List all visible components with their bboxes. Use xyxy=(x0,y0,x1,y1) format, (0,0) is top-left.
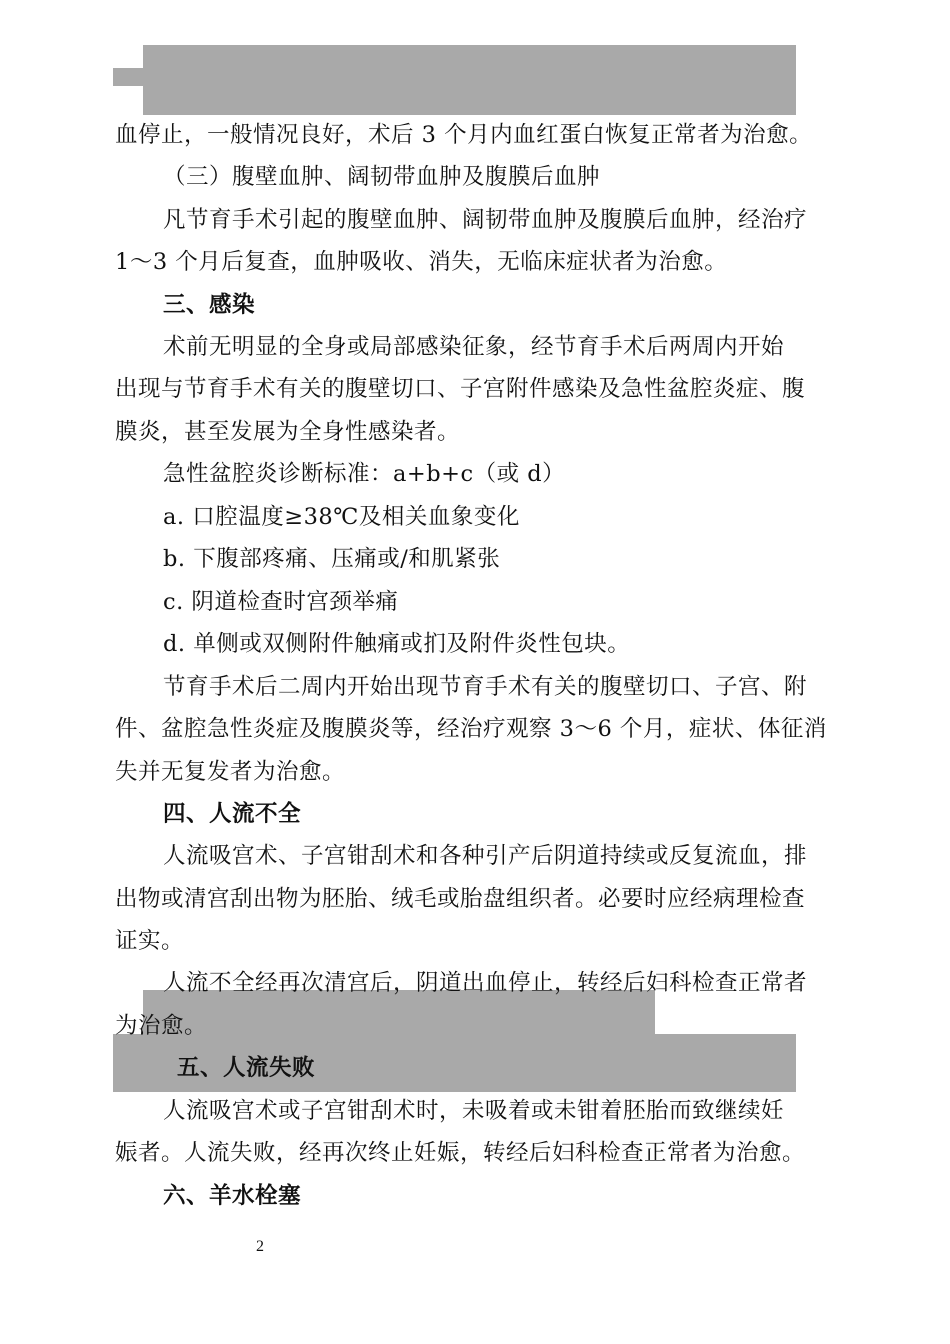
body-line: 急性盆腔炎诊断标准：a+b+c（或 d） xyxy=(163,461,566,487)
page-number: 2 xyxy=(256,1238,264,1255)
body-line: 件、盆腔急性炎症及腹膜炎等，经治疗观察 3～6 个月，症状、体征消 xyxy=(115,716,827,742)
redaction-bar-top xyxy=(143,45,796,115)
body-line: 血停止，一般情况良好，术后 3 个月内血红蛋白恢复正常者为治愈。 xyxy=(115,122,813,148)
body-line: 娠者。人流失败，经再次终止妊娠，转经后妇科检查正常者为治愈。 xyxy=(115,1140,806,1166)
body-line: 凡节育手术引起的腹壁血肿、阔韧带血肿及腹膜后血肿，经治疗 xyxy=(163,207,808,233)
list-item: b. 下腹部疼痛、压痛或/和肌紧张 xyxy=(163,546,501,572)
body-line: 失并无复发者为治愈。 xyxy=(115,759,346,785)
body-line: 出现与节育手术有关的腹壁切口、子宫附件感染及急性盆腔炎症、腹 xyxy=(115,376,806,402)
body-line: 出物或清宫刮出物为胚胎、绒毛或胎盘组织者。必要时应经病理检查 xyxy=(115,886,806,912)
body-line: 人流吸宫术、子宫钳刮术和各种引产后阴道持续或反复流血，排 xyxy=(163,843,808,869)
section-heading: 五、人流失败 xyxy=(177,1055,316,1081)
body-line: 人流不全经再次清宫后，阴道出血停止，转经后妇科检查正常者 xyxy=(163,970,808,996)
body-line: 节育手术后二周内开始出现节育手术有关的腹壁切口、子宫、附 xyxy=(163,674,808,700)
section-heading: 六、羊水栓塞 xyxy=(163,1183,302,1209)
body-line: 为治愈。 xyxy=(115,1013,208,1039)
section-heading: 四、人流不全 xyxy=(163,801,302,827)
section-heading: 三、感染 xyxy=(163,292,256,318)
body-line: 证实。 xyxy=(115,928,185,954)
list-item: c. 阴道检查时宫颈举痛 xyxy=(163,589,399,615)
body-line: 术前无明显的全身或局部感染征象，经节育手术后两周内开始 xyxy=(163,334,785,360)
body-line: 1～3 个月后复查，血肿吸收、消失，无临床症状者为治愈。 xyxy=(115,249,728,275)
subheading: （三）腹壁血肿、阔韧带血肿及腹膜后血肿 xyxy=(163,164,601,190)
body-line: 人流吸宫术或子宫钳刮术时，未吸着或未钳着胚胎而致继续妊 xyxy=(163,1098,785,1124)
list-item: d. 单侧或双侧附件触痛或扪及附件炎性包块。 xyxy=(163,631,631,657)
list-item: a. 口腔温度≥38℃及相关血象变化 xyxy=(163,504,520,530)
body-line: 膜炎，甚至发展为全身性感染者。 xyxy=(115,419,461,445)
redaction-bar-top-tab xyxy=(113,68,145,86)
